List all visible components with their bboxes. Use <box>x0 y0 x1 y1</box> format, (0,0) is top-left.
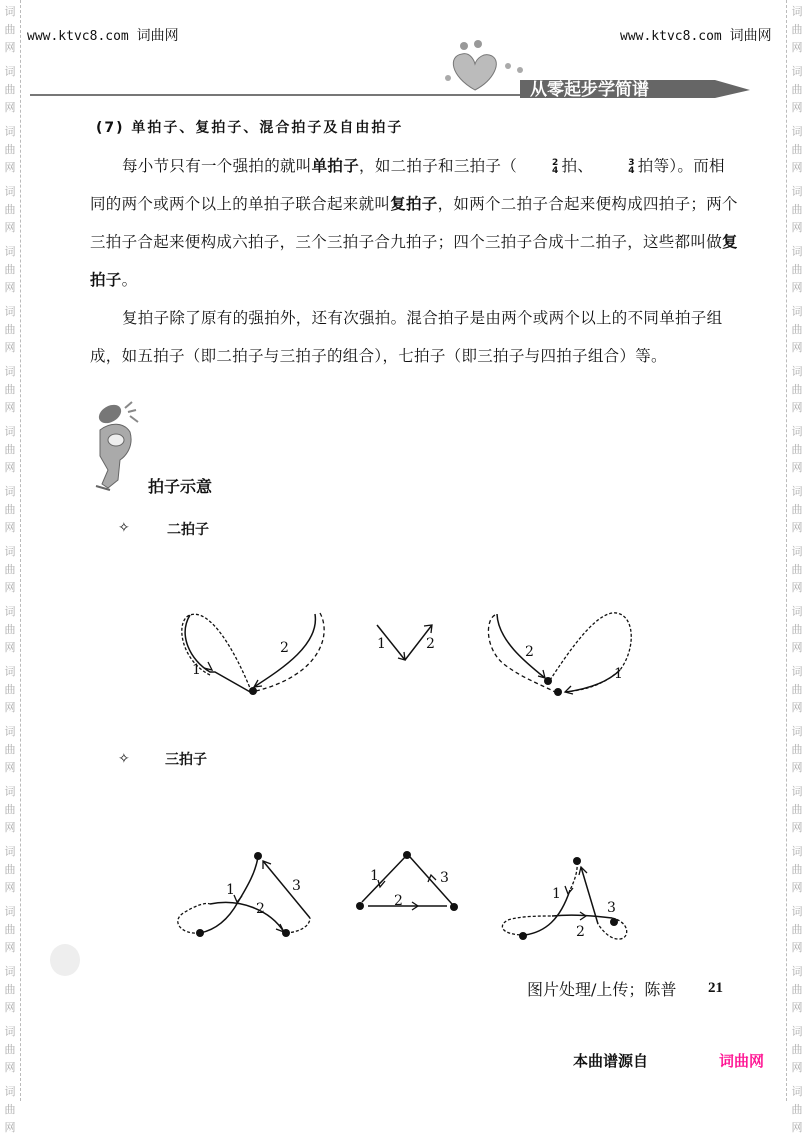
banner-text: 从零起步学简谱 <box>530 80 649 100</box>
watermark-char: 词 <box>4 485 16 498</box>
watermark-char: 词 <box>4 605 16 618</box>
watermark-char: 曲 <box>4 83 16 96</box>
watermark-char: 词 <box>4 665 16 678</box>
watermark-char: 曲 <box>4 863 16 876</box>
watermark-char: 词 <box>791 725 803 738</box>
watermark-char: 曲 <box>4 1103 16 1116</box>
watermark-char: 曲 <box>791 203 803 216</box>
watermark-char: 曲 <box>791 803 803 816</box>
watermark-char: 曲 <box>791 323 803 336</box>
watermark-char: 词 <box>791 545 803 558</box>
svg-text:1: 1 <box>370 868 379 884</box>
watermark-char: 曲 <box>4 143 16 156</box>
watermark-char: 网 <box>791 521 803 534</box>
svg-text:2: 2 <box>525 644 534 660</box>
watermark-char: 网 <box>791 41 803 54</box>
watermark-char: 网 <box>791 941 803 954</box>
watermark-char: 曲 <box>4 503 16 516</box>
site-name: 词曲网 <box>729 28 772 44</box>
watermark-char: 曲 <box>4 23 16 36</box>
svg-text:1: 1 <box>377 636 386 652</box>
watermark-char: 曲 <box>4 1043 16 1056</box>
watermark-char: 网 <box>4 161 16 174</box>
three-beat-conducting-diagram-1 <box>170 840 320 950</box>
watermark-char: 网 <box>791 281 803 294</box>
watermark-char: 网 <box>4 221 16 234</box>
watermark-char: 曲 <box>791 1043 803 1056</box>
watermark-char: 网 <box>4 1001 16 1014</box>
svg-text:1: 1 <box>614 666 623 682</box>
text: ，如二拍子和三拍子（ <box>359 157 518 175</box>
watermark-char: 网 <box>4 641 16 654</box>
mascot-illustration-icon <box>90 400 150 495</box>
watermark-char: 词 <box>4 125 16 138</box>
svg-text:3: 3 <box>440 870 449 886</box>
svg-text:2: 2 <box>394 893 403 909</box>
watermark-char: 曲 <box>791 563 803 576</box>
watermark-char: 词 <box>4 365 16 378</box>
diamond-bullet-icon: ✧ <box>118 751 130 767</box>
section-title: (7) 单拍子、复拍子、混合拍子及自由拍子 <box>96 120 404 136</box>
svg-text:1: 1 <box>226 882 235 898</box>
watermark-char: 词 <box>791 365 803 378</box>
watermark-char: 词 <box>4 305 16 318</box>
watermark-char: 词 <box>4 1025 16 1038</box>
svg-text:2: 2 <box>426 636 435 652</box>
watermark-char: 网 <box>791 401 803 414</box>
watermark-char: 网 <box>4 701 16 714</box>
time-signature-3-4: 3 4 <box>628 158 635 176</box>
watermark-char: 曲 <box>4 563 16 576</box>
paragraph-1 <box>90 147 740 299</box>
watermark-char: 网 <box>4 101 16 114</box>
watermark-char: 曲 <box>791 143 803 156</box>
watermark-char: 曲 <box>4 383 16 396</box>
two-beat-label: 二拍子 <box>167 522 209 538</box>
paragraph-2: 复拍子除了原有的强拍外，还有次强拍。混合拍子是由两个或两个以上的不同单拍子组成，如五拍子（即二拍子与三拍子的组合），七拍子（即三拍子与四拍子组合）等。 <box>90 309 723 365</box>
watermark-char: 网 <box>4 521 16 534</box>
page-number: 21 <box>708 980 723 996</box>
watermark-char: 网 <box>4 1061 16 1074</box>
svg-text:2: 2 <box>256 901 265 917</box>
watermark-char: 曲 <box>4 803 16 816</box>
watermark-char: 曲 <box>4 683 16 696</box>
watermark-char: 网 <box>791 641 803 654</box>
header-url-left <box>27 25 179 45</box>
watermark-char: 曲 <box>791 623 803 636</box>
watermark-char: 词 <box>791 485 803 498</box>
watermark-char: 曲 <box>791 503 803 516</box>
image-credit: 图片处理/上传；陈普 <box>527 980 677 999</box>
header-url-right <box>620 25 772 45</box>
watermark-char: 曲 <box>4 203 16 216</box>
watermark-char: 曲 <box>791 743 803 756</box>
watermark-char: 曲 <box>4 983 16 996</box>
text: ，如两个二拍子合起来便构成四拍子；两个三拍子合起来便构成六拍子，三个三拍子合九拍子；四个三拍子合成十二拍子，这些都叫做 <box>90 195 738 251</box>
watermark-char: 词 <box>791 425 803 438</box>
site-name: 词曲网 <box>136 28 179 44</box>
two-beat-conducting-diagram-3 <box>470 590 640 700</box>
watermark-char: 曲 <box>4 443 16 456</box>
term-simple-meter: 单拍子 <box>311 157 360 175</box>
time-signature-2-4: 2 4 <box>552 158 559 176</box>
watermark-char: 曲 <box>791 983 803 996</box>
watermark-char: 曲 <box>791 23 803 36</box>
watermark-char: 网 <box>4 41 16 54</box>
beat-diagram-heading: 拍子示意 <box>148 477 213 496</box>
watermark-char: 网 <box>4 761 16 774</box>
faded-decoration-icon <box>35 935 85 980</box>
watermark-char: 网 <box>4 941 16 954</box>
svg-text:1: 1 <box>552 886 561 902</box>
svg-text:3: 3 <box>292 878 301 894</box>
watermark-char: 词 <box>791 965 803 978</box>
watermark-char: 词 <box>791 665 803 678</box>
watermark-char: 网 <box>4 341 16 354</box>
watermark-char: 词 <box>791 785 803 798</box>
watermark-char: 曲 <box>791 263 803 276</box>
watermark-char: 曲 <box>4 923 16 936</box>
two-beat-conducting-diagram-2 <box>360 600 450 680</box>
watermark-char: 词 <box>791 605 803 618</box>
watermark-char: 词 <box>4 845 16 858</box>
watermark-char: 词 <box>791 1085 803 1098</box>
watermark-char: 网 <box>4 401 16 414</box>
term-compound-meter: 复拍子 <box>390 195 438 213</box>
watermark-char: 网 <box>4 1121 16 1134</box>
three-beat-conducting-diagram-2 <box>340 840 470 920</box>
watermark-char: 网 <box>791 101 803 114</box>
watermark-char: 网 <box>4 461 16 474</box>
term-compound-meter: 复拍子 <box>90 233 738 289</box>
watermark-char: 词 <box>4 725 16 738</box>
right-watermark-strip <box>786 0 806 1134</box>
watermark-char: 曲 <box>791 1103 803 1116</box>
site-url: www.ktvc8.com <box>620 29 722 44</box>
svg-text:3: 3 <box>607 900 616 916</box>
watermark-char: 曲 <box>791 83 803 96</box>
watermark-char: 词 <box>4 905 16 918</box>
watermark-char: 曲 <box>791 863 803 876</box>
text: 拍等）。而相同的两个或两个以上的单拍子联合起来就叫 <box>90 157 725 213</box>
svg-text:1: 1 <box>192 662 201 678</box>
watermark-char: 词 <box>4 1085 16 1098</box>
watermark-char: 词 <box>4 545 16 558</box>
text: 每小节只有一个强拍的就叫 <box>122 157 312 175</box>
text: 拍、 <box>561 157 594 175</box>
watermark-char: 词 <box>791 5 803 18</box>
watermark-char: 网 <box>791 701 803 714</box>
watermark-char: 词 <box>4 65 16 78</box>
watermark-char: 词 <box>791 125 803 138</box>
watermark-char: 词 <box>791 305 803 318</box>
watermark-char: 曲 <box>791 923 803 936</box>
source-brand-link[interactable]: 词曲网 <box>719 1052 765 1070</box>
watermark-char: 网 <box>791 761 803 774</box>
site-url: www.ktvc8.com <box>27 29 129 44</box>
watermark-char: 词 <box>4 425 16 438</box>
watermark-char: 网 <box>4 281 16 294</box>
watermark-char: 词 <box>791 1025 803 1038</box>
watermark-char: 网 <box>791 881 803 894</box>
watermark-char: 曲 <box>791 443 803 456</box>
watermark-char: 网 <box>791 341 803 354</box>
diamond-bullet-icon: ✧ <box>118 520 130 536</box>
watermark-char: 曲 <box>4 623 16 636</box>
watermark-char: 曲 <box>4 743 16 756</box>
svg-text:2: 2 <box>576 924 585 940</box>
watermark-char: 网 <box>791 161 803 174</box>
watermark-char: 网 <box>791 821 803 834</box>
watermark-char: 网 <box>791 461 803 474</box>
watermark-char: 词 <box>4 965 16 978</box>
source-label: 本曲谱源自 <box>573 1052 649 1070</box>
watermark-char: 曲 <box>4 323 16 336</box>
watermark-char: 词 <box>791 185 803 198</box>
watermark-char: 网 <box>4 821 16 834</box>
watermark-char: 词 <box>4 5 16 18</box>
watermark-char: 网 <box>791 1121 803 1134</box>
watermark-char: 词 <box>791 905 803 918</box>
watermark-char: 曲 <box>4 263 16 276</box>
watermark-char: 网 <box>4 881 16 894</box>
watermark-char: 词 <box>4 245 16 258</box>
two-beat-conducting-diagram-1 <box>170 590 340 700</box>
watermark-char: 曲 <box>791 383 803 396</box>
watermark-char: 网 <box>791 1001 803 1014</box>
watermark-char: 词 <box>791 245 803 258</box>
watermark-char: 网 <box>4 581 16 594</box>
watermark-char: 网 <box>791 1061 803 1074</box>
watermark-char: 词 <box>791 845 803 858</box>
three-beat-conducting-diagram-3 <box>490 840 640 950</box>
watermark-char: 词 <box>791 65 803 78</box>
watermark-char: 词 <box>4 185 16 198</box>
watermark-char: 词 <box>4 785 16 798</box>
text: 。 <box>121 271 138 289</box>
watermark-char: 网 <box>791 581 803 594</box>
three-beat-label: 三拍子 <box>165 752 207 768</box>
left-watermark-strip <box>0 0 21 1134</box>
svg-text:2: 2 <box>280 640 289 656</box>
book-title-banner <box>520 76 750 100</box>
watermark-char: 网 <box>791 221 803 234</box>
watermark-char: 曲 <box>791 683 803 696</box>
